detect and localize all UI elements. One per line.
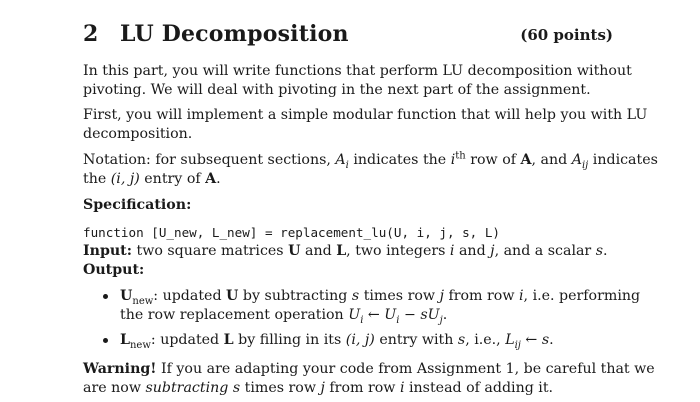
bullet-u-line-1	[120, 287, 640, 306]
math-bold-L: L	[336, 243, 347, 259]
bullet-text	[120, 331, 554, 350]
section-title: LU Decomposition	[120, 21, 349, 47]
notation-text: , and	[531, 152, 572, 168]
math-A: A	[571, 152, 582, 168]
math-U: U	[348, 307, 361, 323]
first-line-2: decomposition.	[83, 126, 193, 142]
warning-line-1	[83, 360, 655, 379]
math-i: i	[450, 152, 456, 168]
input-text: and	[454, 243, 491, 259]
math-i: i	[449, 243, 455, 259]
input-text: , two integers	[346, 243, 450, 259]
bullet-text	[120, 287, 640, 325]
math-i: i	[399, 380, 405, 396]
bullet-text-part: by filling in its	[233, 332, 346, 348]
bullet-l-line-1	[120, 331, 554, 350]
math-sub-new: new	[132, 295, 154, 307]
math-bold-A: A	[520, 152, 532, 168]
bullet-text-part: : updated	[153, 288, 227, 304]
notation-text: Notation: for subsequent sections,	[83, 152, 336, 168]
warning-text: instead of adding it.	[404, 380, 554, 396]
input-text: .	[603, 243, 608, 259]
math-bold-U: U	[226, 288, 239, 304]
specification-label: Specification:	[83, 197, 192, 213]
intro-paragraph	[83, 62, 632, 100]
math-ij: (i, j)	[345, 332, 375, 348]
notation-text: entry of	[139, 171, 206, 187]
math-arrow-U: ← U	[363, 307, 397, 323]
math-s: s	[351, 288, 360, 304]
math-L: L	[505, 332, 515, 348]
first-line-1: First, you will implement a simple modular function that will help you with LU	[83, 107, 648, 123]
math-sub-ij: ij	[581, 159, 589, 171]
section-points: (60 points)	[520, 26, 613, 44]
warning-text: from row	[324, 380, 400, 396]
math-j: j	[490, 243, 495, 259]
math-s: s	[232, 380, 241, 396]
emphasis-subtracting: subtracting	[145, 380, 229, 396]
intro-line-1: In this part, you will write functions that perform LU decomposition without	[83, 63, 632, 79]
math-sub-i: i	[345, 159, 349, 171]
math-i: i	[519, 288, 524, 304]
bullet-text-part: by subtracting	[238, 288, 352, 304]
first-paragraph	[83, 106, 648, 144]
notation-line-2	[83, 170, 613, 189]
math-j: j	[320, 380, 325, 396]
bullet-text-part: , i.e. performing	[523, 288, 641, 304]
math-arrow: ←	[520, 332, 542, 348]
intro-line-2: pivoting. We will deal with pivoting in the next part of the assignment.	[83, 82, 591, 98]
warning-line-2	[83, 379, 613, 398]
math-sub-new: new	[129, 339, 151, 351]
notation-text: the	[83, 171, 111, 187]
bullet-text-part: , i.e.,	[465, 332, 506, 348]
function-signature: function [U_new, L_new] = replacement_lu(U, i, j, s, L)	[83, 225, 501, 240]
bullet-dot	[103, 294, 108, 299]
math-bold-U: U	[288, 243, 301, 259]
section-number: 2	[83, 21, 99, 47]
bullet-text-part: .	[549, 332, 554, 348]
input-label: Input:	[83, 243, 132, 259]
section-heading	[83, 21, 613, 51]
notation-text: indicates	[588, 152, 658, 168]
math-bold-L: L	[223, 332, 234, 348]
notation-text: indicates the	[348, 152, 451, 168]
notation-text: .	[216, 171, 221, 187]
math-A: A	[335, 152, 346, 168]
math-j: j	[439, 288, 444, 304]
notation-paragraph	[83, 150, 658, 189]
specification-block	[83, 223, 613, 280]
warning-text: are now	[83, 380, 146, 396]
bullet-text-part: : updated	[150, 332, 224, 348]
bullet-text-part: the row replacement operation	[120, 307, 349, 323]
input-line	[83, 242, 613, 261]
input-text: , and a scalar	[494, 243, 596, 259]
math-bold-L: L	[120, 332, 130, 348]
math-sub-ij: ij	[514, 339, 521, 351]
bullet-text-part: entry with	[374, 332, 458, 348]
output-label: Output:	[83, 262, 145, 278]
bullet-text-part: from row	[443, 288, 519, 304]
bullet-text-part: .	[442, 307, 448, 323]
math-s: s	[595, 243, 604, 259]
math-s: s	[457, 332, 466, 348]
math-bold-U: U	[120, 288, 133, 304]
bullet-dot	[103, 338, 108, 343]
notation-text: row of	[465, 152, 521, 168]
notation-line-1	[83, 150, 658, 171]
input-text: and	[300, 243, 337, 259]
math-sup-th: th	[455, 150, 466, 162]
input-text: two square matrices	[131, 243, 289, 259]
math-s: s	[541, 332, 550, 348]
warning-paragraph	[83, 360, 655, 398]
math-minus-sU: − sU	[399, 307, 440, 323]
math-sub-i: i	[360, 314, 364, 326]
warning-label: Warning!	[83, 361, 157, 377]
warning-text: times row	[240, 380, 321, 396]
math-sub-j: j	[439, 314, 443, 326]
bullet-u-line-2	[120, 306, 640, 325]
math-ij: (i, j)	[110, 171, 140, 187]
warning-text: If you are adapting your code from Assignment 1, be careful that we	[156, 361, 655, 377]
math-bold-A: A	[205, 171, 217, 187]
math-sub-i: i	[396, 314, 400, 326]
bullet-text-part: times row	[359, 288, 440, 304]
